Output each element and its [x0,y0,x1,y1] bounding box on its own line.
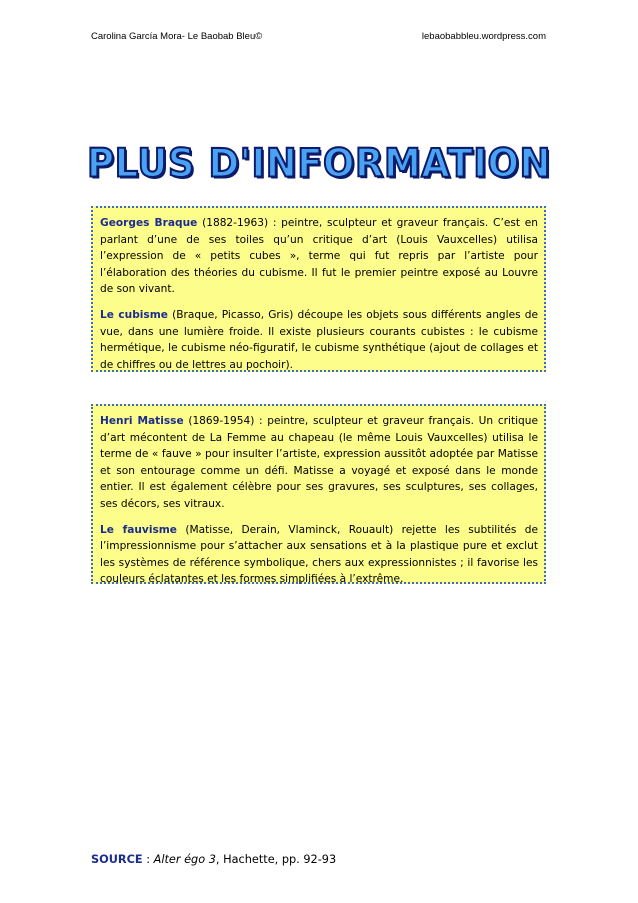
header-author: Carolina García Mora- Le Baobab Bleu© [91,31,263,42]
fauvisme-text: (Matisse, Derain, Vlaminck, Rouault) rejette les subtilités de l’impressionnisme pour s’attacher aux sensations et à la plastique pure et exclut les systèmes de référence symbolique, chers aux expressionnistes ; il favorise les couleurs éclatantes et les formes simplifiées à l’extrême. [100,523,538,586]
source-publisher: , Hachette, pp. 92-93 [215,853,337,866]
header-website: lebaobabbleu.wordpress.com [421,31,546,42]
page-title: PLUS D'INFORMATION [87,140,551,187]
source-citation [91,853,336,866]
braque-paragraph [100,215,538,298]
matisse-paragraph [100,413,538,513]
braque-text: (1882-1963) : peintre, sculpteur et graveur français. C’est en parlant d’une de ses toiles qu’un critique d’art (Louis Vauxcelles) utilisa l’expression de « petits cubes », terme qui fut repris par l’artiste pour l’élaboration des théories du cubisme. Il fut le premier peintre exposé au Louvre de son vivant. [100,217,539,296]
fauvisme-term: Le fauvisme [100,523,177,536]
fauvisme-paragraph [100,522,538,588]
source-label: SOURCE [91,853,143,866]
matisse-text: (1869-1954) : peintre, sculpteur et graveur français. Un critique d’art mécontent de La Femme au chapeau (le même Louis Vauxcelles) utilisa le terme de « fauve » pour insulter l’artiste, expression aussitôt adoptée par Matisse et son entourage comme un défi. Matisse a voyagé et exposé dans le monde entier. Il est également célèbre pour ses gravures, ses sculptures, ses collages, ses décors, ses vitraux. [100,415,538,510]
info-box-matisse [91,404,546,584]
cubisme-paragraph [100,307,538,373]
page-header [91,31,546,45]
source-work-title: Alter égo 3 [153,853,216,866]
info-box-braque [91,206,546,372]
braque-term: Georges Braque [100,217,198,229]
matisse-term: Henri Matisse [100,415,184,427]
cubisme-term: Le cubisme [100,308,168,321]
cubisme-text: (Braque, Picasso, Gris) découpe les objets sous différents angles de vue, dans une lumière froide. Il existe plusieurs courants cubistes : le cubisme hermétique, le cubisme néo-figuratif, le cubisme synthétique (ajout de collages et de chiffres ou de lettres au pochoir). [100,308,538,371]
source-separator: : [142,853,154,866]
